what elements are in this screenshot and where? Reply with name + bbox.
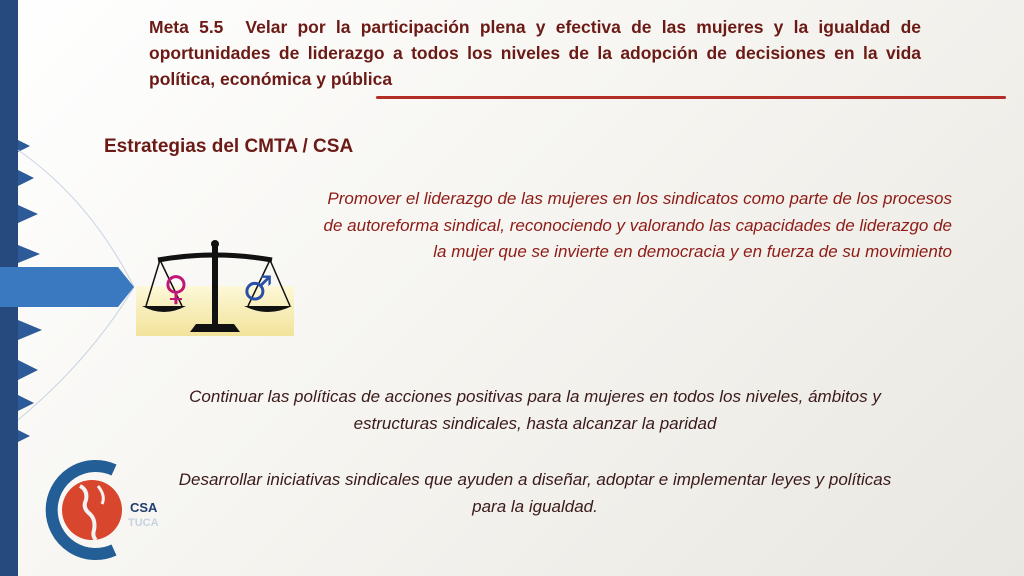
section-subtitle: Estrategias del CMTA / CSA [104, 136, 354, 157]
strategy-text-2: Continuar las políticas de acciones positivas para la mujeres en todos los niveles, ámbitos y estructuras sindicales, hasta alcanzar la paridad [189, 387, 881, 433]
male-symbol: ♂ [242, 269, 274, 309]
balance-scale-gender-icon [136, 238, 294, 336]
title-divider [376, 96, 1006, 99]
csa-tuca-logo [36, 456, 166, 564]
strategy-text-1: Promover el liderazgo de las mujeres en los sindicatos como parte de los procesos de autoreforma sindical, reconociendo y valorando las capacidades de liderazgo de la mujer que se invierte en democracia y en fuerza de su movimiento [323, 189, 952, 261]
meta-text: Velar por la participación plena y efectiva de las mujeres y la igualdad de oportunidades de liderazgo a todos los niveles de la adopción de decisiones en la vida política, económica y pública [149, 17, 922, 89]
meta-heading [149, 14, 921, 92]
arrow-tab [0, 267, 134, 307]
female-symbol: ♀ [163, 269, 189, 309]
meta-number: Meta 5.5 [149, 17, 224, 37]
strategy-text-3: Desarrollar iniciativas sindicales que ayuden a diseñar, adoptar e implementar leyes y políticas para la igualdad. [178, 470, 892, 516]
logo-text-csa: CSA [130, 500, 158, 515]
logo-text-tuca: TUCA [128, 517, 159, 529]
